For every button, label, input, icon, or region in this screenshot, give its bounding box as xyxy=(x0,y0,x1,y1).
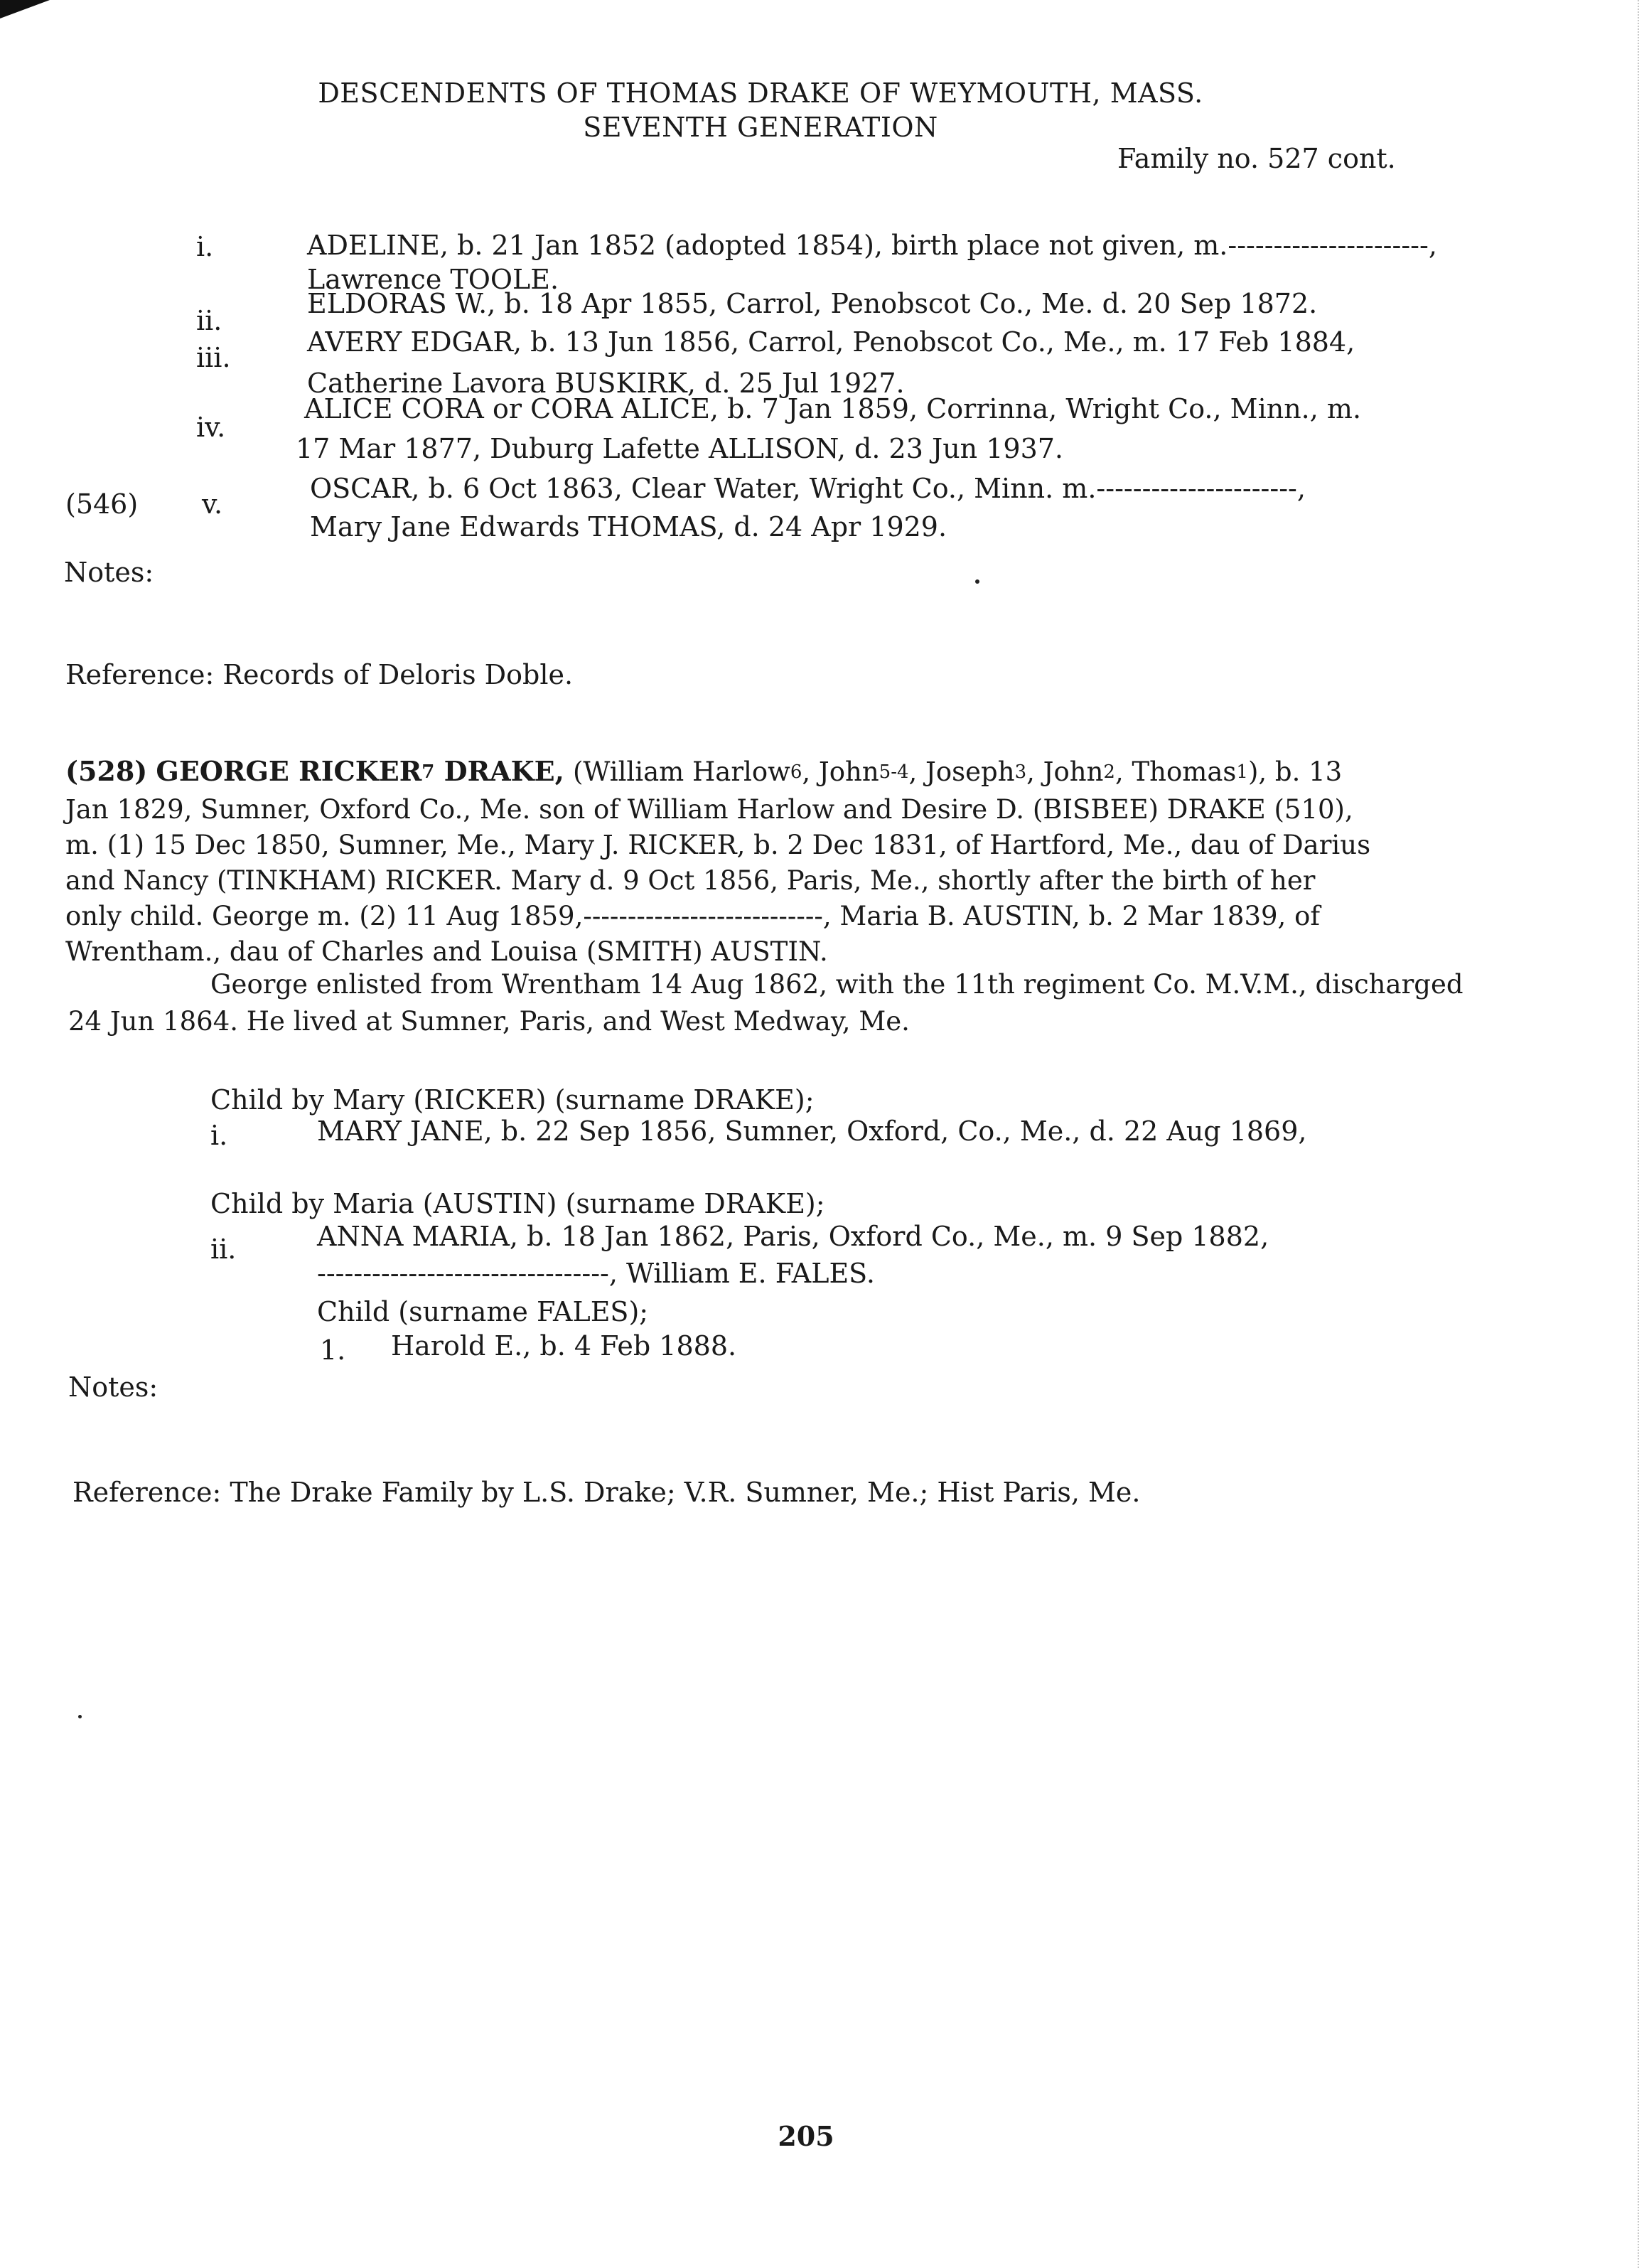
child-entry-line: ELDORAS W., b. 18 Apr 1855, Carrol, Penobscot Co., Me. d. 20 Sep 1872. xyxy=(307,288,1318,319)
child-entry-line: AVERY EDGAR, b. 13 Jun 1856, Carrol, Penobscot Co., Me., m. 17 Feb 1884, xyxy=(307,326,1355,358)
person-name: GEORGE RICKER xyxy=(156,755,422,787)
generation-sup: 7 xyxy=(421,761,435,783)
lineage-sup: 5-4 xyxy=(879,761,909,783)
lineage-sup: 3 xyxy=(1014,761,1027,783)
paragraph-line: Jan 1829, Sumner, Oxford Co., Me. son of William Harlow and Desire D. (BISBEE) DRAKE (510), xyxy=(65,794,1353,825)
grandchild-group-label: Child (surname FALES); xyxy=(317,1296,649,1327)
child-number: v. xyxy=(202,488,223,520)
grandchild-number: 1. xyxy=(320,1334,346,1366)
lineage-name: , John xyxy=(802,756,879,787)
child-entry-line: MARY JANE, b. 22 Sep 1856, Sumner, Oxford, Co., Me., d. 22 Aug 1869, xyxy=(317,1116,1307,1147)
child-entry-line: Lawrence TOOLE. xyxy=(307,264,559,295)
page-edge-shadow xyxy=(1638,0,1639,2268)
child-entry-line: Mary Jane Edwards THOMAS, d. 24 Apr 1929. xyxy=(310,511,947,542)
lineage-tail: ), b. 13 xyxy=(1247,756,1343,787)
paragraph-line: George enlisted from Wrentham 14 Aug 1862, with the 11th regiment Co. M.V.M., discharged xyxy=(210,969,1463,1000)
lineage-name: (William Harlow xyxy=(572,756,790,787)
child-number: i. xyxy=(196,231,214,262)
child-number: iii. xyxy=(196,342,231,373)
lineage-name: , John xyxy=(1026,756,1104,787)
lineage-sup: 6 xyxy=(790,761,802,783)
lineage-name: , Thomas xyxy=(1114,756,1237,787)
lineage-name: , Joseph xyxy=(908,756,1015,787)
child-number: iv. xyxy=(196,412,226,443)
reference-line: Reference: The Drake Family by L.S. Drake; V.R. Sumner, Me.; Hist Paris, Me. xyxy=(72,1477,1141,1508)
speck xyxy=(975,579,979,584)
child-number: i. xyxy=(210,1120,228,1151)
notes-label: Notes: xyxy=(64,557,154,588)
person-surname: DRAKE, xyxy=(434,755,564,787)
child-entry-line: ANNA MARIA, b. 18 Jan 1862, Paris, Oxford Co., Me., m. 9 Sep 1882, xyxy=(317,1221,1269,1252)
lineage-sup: 1 xyxy=(1236,761,1248,783)
person-heading xyxy=(65,755,1343,787)
page-title: DESCENDENTS OF THOMAS DRAKE OF WEYMOUTH, MASS. xyxy=(318,77,1203,109)
family-continuation: Family no. 527 cont. xyxy=(1117,143,1396,174)
paragraph-line: m. (1) 15 Dec 1850, Sumner, Me., Mary J. RICKER, b. 2 Dec 1831, of Hartford, Me., dau of Darius xyxy=(65,830,1371,860)
child-entry-line: 17 Mar 1877, Duburg Lafette ALLISON, d. 23 Jun 1937. xyxy=(296,433,1064,464)
paragraph-line: 24 Jun 1864. He lived at Sumner, Paris, and West Medway, Me. xyxy=(68,1006,910,1037)
paragraph-line: and Nancy (TINKHAM) RICKER. Mary d. 9 Oct 1856, Paris, Me., shortly after the birth of her xyxy=(65,865,1316,896)
lineage-sup: 2 xyxy=(1103,761,1115,783)
grandchild-entry: Harold E., b. 4 Feb 1888. xyxy=(391,1330,737,1362)
family-number: (528) xyxy=(65,755,148,787)
child-entry-line: --------------------------------, William E. FALES. xyxy=(317,1258,875,1289)
speck xyxy=(78,1715,82,1718)
notes-label: Notes: xyxy=(68,1371,159,1403)
paragraph-line: Wrentham., dau of Charles and Louisa (SMITH) AUSTIN. xyxy=(65,936,828,967)
cross-reference: (546) xyxy=(65,488,139,520)
lineage xyxy=(573,756,1342,787)
reference-line: Reference: Records of Deloris Doble. xyxy=(65,659,574,690)
page-number: 205 xyxy=(778,2120,834,2152)
generation-title: SEVENTH GENERATION xyxy=(583,112,938,143)
child-entry-line: OSCAR, b. 6 Oct 1863, Clear Water, Wright Co., Minn. m.----------------------, xyxy=(310,473,1306,504)
child-entry-line: Catherine Lavora BUSKIRK, d. 25 Jul 1927. xyxy=(307,368,905,399)
children-group-label: Child by Maria (AUSTIN) (surname DRAKE); xyxy=(210,1188,825,1219)
child-entry-line: ALICE CORA or CORA ALICE, b. 7 Jan 1859, Corrinna, Wright Co., Minn., m. xyxy=(304,393,1362,424)
child-number: ii. xyxy=(210,1234,237,1265)
child-entry-line: ADELINE, b. 21 Jan 1852 (adopted 1854), birth place not given, m.----------------------, xyxy=(307,230,1437,261)
children-group-label: Child by Mary (RICKER) (surname DRAKE); xyxy=(210,1084,815,1116)
paragraph-line: only child. George m. (2) 11 Aug 1859,---------------------------, Maria B. AUSTIN, b. 2 Mar 1839, of xyxy=(65,901,1321,931)
child-number: ii. xyxy=(196,305,222,336)
page-corner-mark xyxy=(0,0,50,18)
